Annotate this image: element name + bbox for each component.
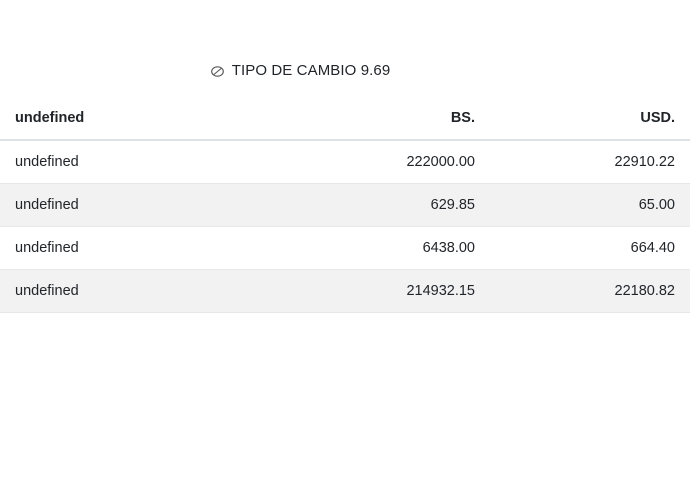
cell-label: undefined xyxy=(0,184,290,227)
table-header-row xyxy=(0,97,690,140)
table-row xyxy=(0,140,690,184)
report-header xyxy=(0,0,600,97)
table-row xyxy=(0,227,690,270)
cell-usd: 22180.82 xyxy=(490,270,690,313)
cell-usd: 22910.22 xyxy=(490,140,690,184)
cell-bs: 214932.15 xyxy=(290,270,490,313)
table-body xyxy=(0,140,690,313)
cell-label: undefined xyxy=(0,227,290,270)
table-row xyxy=(0,184,690,227)
cell-label: undefined xyxy=(0,140,290,184)
page-title: TIPO DE CAMBIO 9.69 xyxy=(231,62,391,79)
cell-bs: 6438.00 xyxy=(290,227,490,270)
cell-label: undefined xyxy=(0,270,290,313)
cell-usd: 664.40 xyxy=(490,227,690,270)
report-title-line xyxy=(210,62,391,79)
cell-usd: 65.00 xyxy=(490,184,690,227)
column-header-usd: USD. xyxy=(490,97,690,140)
cell-bs: 629.85 xyxy=(290,184,490,227)
column-header-bs: BS. xyxy=(290,97,490,140)
column-header-label: undefined xyxy=(0,97,290,140)
page-empty-area xyxy=(0,313,600,500)
table-row xyxy=(0,270,690,313)
table-head xyxy=(0,97,690,140)
exchange-table xyxy=(0,97,690,313)
tag-icon xyxy=(210,64,225,79)
cell-bs: 222000.00 xyxy=(290,140,490,184)
